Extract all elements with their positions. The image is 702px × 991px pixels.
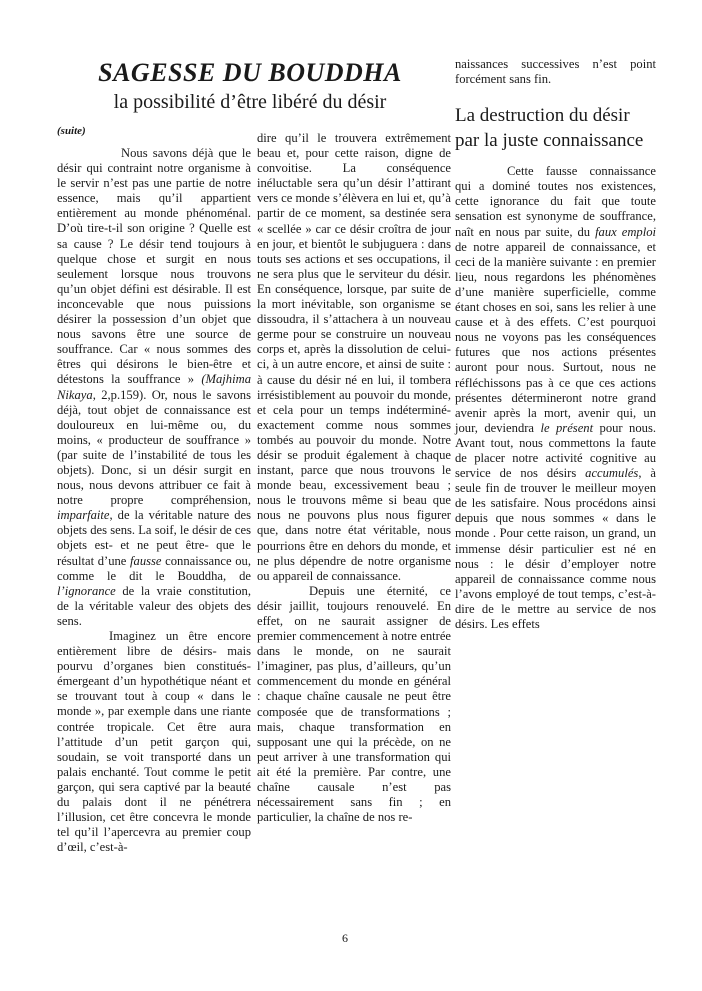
- page-number: 6: [342, 931, 348, 945]
- text-run: connaissance ou, comme le dit le Bouddha, de: [57, 553, 251, 583]
- paragraph: [57, 146, 251, 629]
- title-block: [57, 58, 443, 114]
- text-run: Imaginez un être encore entièrement libre de désirs- mais pourvu d’organes bien constitués- émergeant d’un hypothétique néant et se trouvant tout à coup « dans le monde », par exemple dans une riante contrée tropicale. Cet être aura l’attitude d’un petit garçon qui, soudain, se voit transporté dans un palais enchanté. Tout comme le petit garçon, qui sera captivé par la beauté du palais dont il ne pénétrera l’illusion, cet être concevra le monde tel qu’il l’apercevra au premier coup d’œil, c’est-à-: [57, 629, 251, 855]
- heading-line: La destruction du désir: [455, 105, 630, 127]
- italic-text-run: faux emploi: [595, 224, 657, 239]
- paragraph: [455, 57, 656, 87]
- paragraph: [257, 131, 451, 584]
- text-run: Nous savons déjà que le désir qui contraint notre organisme à le servir n’est pas une partie de notre essence, mais qu’il appartient entièrement au monde phénoménal. D’où tire-t-il son origine ? Quelle est sa cause ? Le désir tend toujours à quelque chose et surgit en nous seulement lorsque nous trouvons qu’un objet défini est désirable. Il est inconcevable que nous puissions désirer la possession d’un objet que nous savons être une source de souffrance. Car « nous sommes des êtres qui désirons le bien-être et détestons la souffrance »: [57, 146, 251, 387]
- section-heading: [455, 103, 656, 153]
- text-column-2: [257, 131, 451, 825]
- text-run: Depuis une éternité, ce désir jaillit, toujours renouvelé. En effet, on ne saurait assigner de premier commencement à notre entrée dans le monde, on ne saurait l’imaginer, pas plus, d’ailleurs, qu’un commencement du monde en général : chaque chaîne causale ne peut être composée que de transformations ; mais, chaque transformation en supposant une qui la précède, on ne peut arriver à une transformation qui ait été la première. Par contre, une chaîne causale n’est pas nécessairement sans fin ; en particulier, la chaîne de nos re-: [257, 583, 451, 825]
- italic-text-run: (Majhima Nikaya: [57, 372, 251, 402]
- text-run: , 2,p.159). Or, nous le savons déjà, tout objet de connaissance est douloureux en lui-même ou, du moins, « producteur de souffrance » (par suite de l’instabilité de tous les objets). Donc, si un désir surgit en nous, nous devons attribuer ce fait à notre propre compréhension,: [57, 387, 251, 508]
- text-run: , à seule fin de trouver le meilleur moyen de les satisfaire. Nous procédons ainsi depuis que nous sommes « dans le monde . Pour cette raison, un grand, un immense désir particulier est né en nous : le désir d’employer notre appareil de connaissance comme nous l’avons employé de tout temps, c’est-à-dire de le mettre au service de nos désirs. Les effets: [455, 466, 656, 631]
- italic-text-run: accumulés: [585, 466, 639, 481]
- text-run: pour nous. Avant tout, nous commettons la faute de placer notre activité cognitive au service de nos désirs: [455, 420, 656, 481]
- heading-line: par la juste connaissance: [455, 130, 644, 152]
- italic-text-run: le présent: [540, 420, 594, 435]
- suite-label: (suite): [57, 125, 86, 137]
- article-title: SAGESSE DU BOUDDHA: [98, 58, 402, 87]
- paragraph: [257, 584, 451, 826]
- text-column-3: [455, 57, 656, 632]
- text-run: , de la véritable nature des objets des sens. La soif, le désir de ces objets est- et ne peut être- que le résultat d’une: [57, 508, 251, 568]
- text-run: de notre appareil de connaissance, et ceci de la manière suivante : en premier lieu, nous regardons les phénomènes d’une manière superficielle, comme étant choses en soi, sans les relier à une cause et à des effets. C’est pourquoi nous ne voyons pas les conséquences futures que nos actions présentes auront pour nous. Surtout, nous ne réfléchissons pas à ce que ces actions présentes détermineront notre grand avenir après la mort, avenir qui, un jour, deviendra: [455, 239, 656, 435]
- text-run: Cette fausse connaissance qui a dominé toutes nos existences, cette ignorance du fait que toute sensation est synonyme de souffrance, naît en nous par suite, du: [455, 164, 656, 239]
- italic-text-run: imparfaite: [57, 508, 110, 523]
- text-run: naissances successives n’est point forcément sans fin.: [455, 57, 656, 87]
- text-column-1: [57, 146, 251, 855]
- paragraph: [455, 164, 656, 632]
- article-subtitle: la possibilité d’être libéré du désir: [113, 91, 387, 113]
- italic-text-run: l’ignorance: [57, 583, 116, 598]
- text-run: dire qu’il le trouvera extrêmement beau et, pour cette raison, digne de convoitise. La conséquence inéluctable sera qu’un désir l’attirant vers ce monde s’élèvera en lui et, qu’à partir de ce moment, sa destinée sera « scellée » car ce désir croîtra de jour en jour, et bientôt le subjuguera : dans touts ses actions et ses occupations, il ne sera plus que le serviteur du désir. En conséquence, lorsque, par suite de la mort inévitable, son organisme se dissoudra, il s’attachera à un nouveau germe pour se construire un nouveau corps et, après la dissolution de celui-ci, à un autre encore, et ainsi de suite : à cause du désir né en lui, il tombera irrésistiblement au pouvoir du monde, et cela pour un temps indéterminé-exactement comme nous sommes tombés au pouvoir du monde. Notre désir se produit également à chaque instant, parce que nous trouvons le monde beau, excessivement beau ; nous le trouvons même si beau que nous ne pouvons plus nous figurer que, dans notre état véritable, nous pourrions être en dehors du monde, et ne plus dépendre de notre organisme ou appareil de connaissance.: [257, 131, 451, 583]
- text-run: de la vraie constitution, de la véritable valeur des objets des sens.: [57, 583, 251, 628]
- paragraph: [57, 629, 251, 855]
- italic-text-run: fausse: [130, 553, 162, 568]
